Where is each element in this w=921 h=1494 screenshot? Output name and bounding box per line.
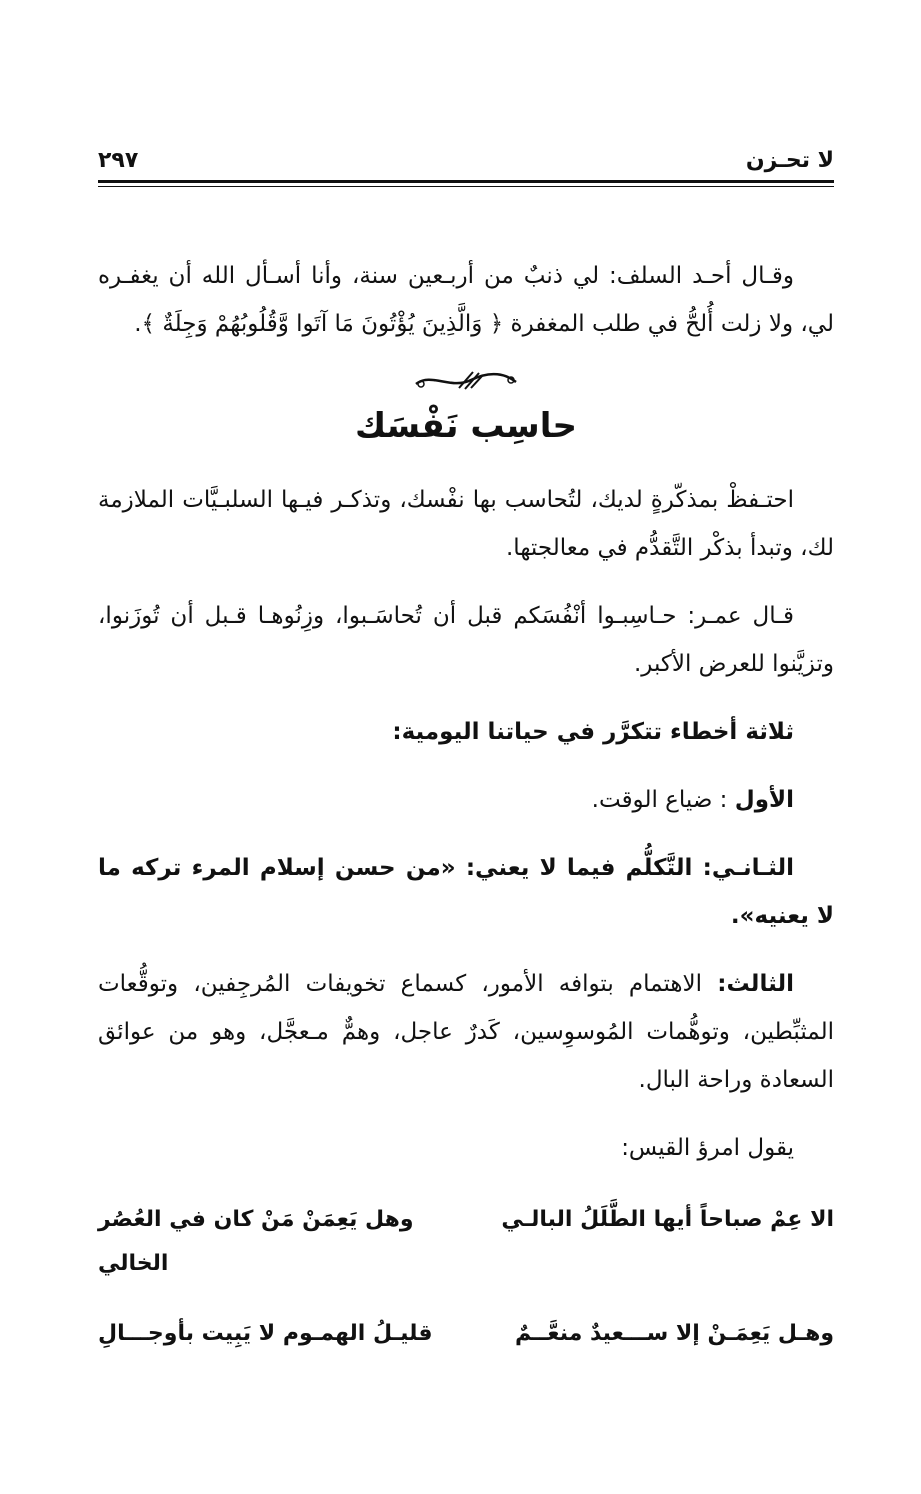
mistake-third [98,960,834,1104]
header-rule-thin [98,186,834,187]
paragraph-salaf-quote: وقـال أحـد السلف: لي ذنبٌ من أربـعين سنة، وأنا أسـأل الله أن يغفـره لي، ولا زلت أُلحُّ في طلب المغفرة ﴿ وَالَّذِينَ يُؤْتُونَ مَا آتَوا وَّقُلُوبُهُمْ وَجِلَةٌ ﴾. [98,263,834,337]
mistake-second-label: الثـانـي: [702,855,794,881]
verse-line-2 [98,1312,834,1356]
mistake-second [98,844,834,940]
section-title: حاسِب نَفْسَك [354,406,578,446]
paragraph-umar-quote: قـال عمـر: حـاسِبـوا أنْفُسَكم قبل أن تُحاسَـبوا، وزِنُوهـا قـبل أن تُوزَنوا، وتزيَّنوا للعرض الأكبر. [98,603,834,677]
verse-2-second-hemistich: قليـلُ الهمـوم لا يَبِيت بأوجـــالِ [98,1321,433,1346]
paragraph-three-mistakes-heading: ثلاثة أخطاء تتكرَّر في حياتنا اليومية: [392,719,794,745]
verse-line-1 [98,1198,834,1286]
verse-2-first-hemistich: وهـل يَعِمَـنْ إلا ســـعيدٌ منعَّــمٌ [515,1321,834,1346]
mistake-first-text: : ضياع الوقت. [591,787,735,813]
mistake-third-text: الاهتمام بتوافه الأمور، كسماع تخويفات المُرجِفين، وتوقُّعات المثبِّطين، وتوهُّمات المُوسوِسين، كَدرٌ عاجل، وهمٌّ مـعجَّل، وهو من عوائق السعادة وراحة البال. [98,971,834,1093]
paragraph-notebook: احتـفظْ بمذكّرةٍ لديك، لتُحاسب بها نفْسك، وتذكـر فيـها السلبـيَّات الملازمة لك، وتبدأ بذكْر التَّقدُّم في معالجتها. [98,487,834,561]
running-title: لا تحـزن [745,148,834,173]
header-rule [98,180,834,183]
verse-1-first-hemistich: الا عِمْ صباحاً أيها الطَّلَلُ البالـي [501,1207,834,1232]
ornament-divider-icon [411,368,521,394]
page-body [98,252,834,1356]
page-number: ٢٩٧ [98,148,139,173]
poet-intro: يقول امرؤ القيس: [621,1135,794,1161]
mistake-second-text: التَّكلُّم فيما لا يعني: «من حسن إسلام المرء تركه ما لا يعنيه». [98,855,834,929]
mistake-first-label: الأول [734,787,794,813]
mistake-third-label: الثالث: [717,971,794,997]
verse-1-second-hemistich: وهل يَعِمَنْ مَنْ كان في العُصُر الخالي [98,1207,414,1276]
page-header [98,148,834,178]
mistake-first [98,776,834,824]
